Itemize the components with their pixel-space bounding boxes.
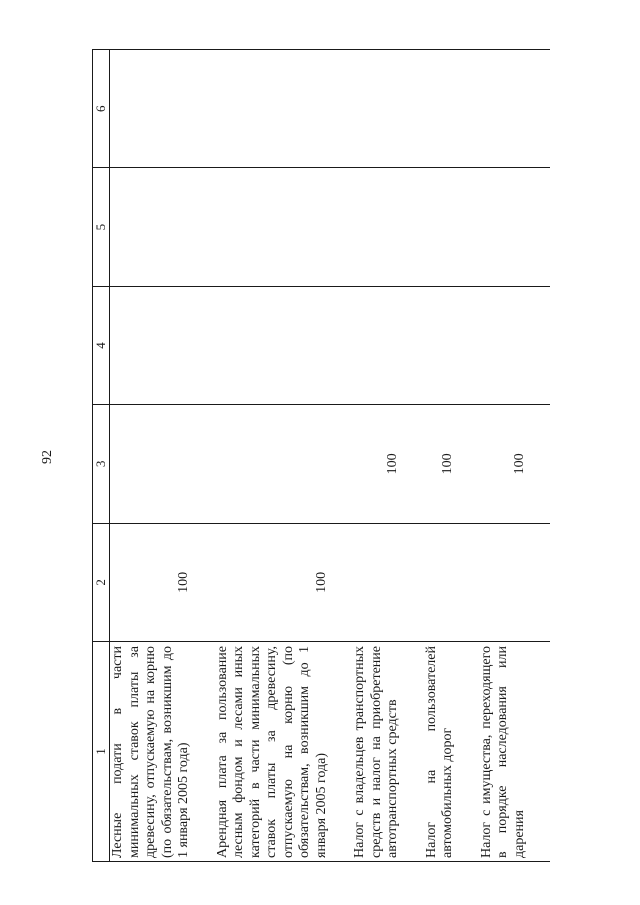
row-value-col4 [352,286,402,404]
page-number [38,444,58,470]
column-header-2: 2 [93,523,110,641]
table-row [215,50,331,862]
row-value-col5 [352,168,402,286]
row-value-col5 [110,168,193,286]
row-description: Лесные подати в части минимальных ставок платы за древесину, отпускаемую на корню (по обязательствам, возникшим до 1 января 2005 года) [110,642,193,862]
column-header-6: 6 [93,50,110,168]
row-value-col3: 100 [352,405,402,523]
table-row [352,50,402,862]
row-value-col2: 100 [110,523,193,641]
table-row [424,50,457,862]
row-value-col4 [479,286,529,404]
row-value-col4 [215,286,331,404]
row-value-col6 [352,50,402,168]
rotated-table-container [92,50,608,862]
row-spacer [402,50,424,862]
row-value-col2 [352,523,402,641]
row-value-col6 [110,50,193,168]
row-description: Налог на пользователей автомобильных дорог [424,642,457,862]
row-value-col5 [479,168,529,286]
column-header-4: 4 [93,286,110,404]
page-number-text: 92 [40,450,55,464]
row-value-col2: 100 [215,523,331,641]
row-value-col5 [215,168,331,286]
row-description: Налог с владельцев транспортных средств и налог на приобретение автотранспортных средств [352,642,402,862]
column-header-3: 3 [93,405,110,523]
row-value-col2 [424,523,457,641]
tax-distribution-table [92,49,550,862]
row-spacer [193,50,215,862]
row-value-col3 [215,405,331,523]
row-value-col3: 100 [424,405,457,523]
table-row [110,50,193,862]
row-value-col6 [215,50,331,168]
table-row [479,50,529,862]
row-spacer [528,50,550,862]
row-value-col6 [424,50,457,168]
column-number-row [93,50,110,862]
row-description: Налог с имущества, переходящего в порядке наследования или дарения [479,642,529,862]
row-spacer [330,50,352,862]
row-value-col3: 100 [479,405,529,523]
row-value-col5 [424,168,457,286]
column-header-1: 1 [93,642,110,862]
row-value-col4 [424,286,457,404]
row-spacer [457,50,479,862]
row-value-col3 [110,405,193,523]
column-header-5: 5 [93,168,110,286]
row-value-col2 [479,523,529,641]
row-description: Арендная плата за пользование лесным фондом и лесами иных категорий в части минимальных ставок платы за древесину, отпускаемую на корню (по обязательствам, возникшим до 1 января 2005 года) [215,642,331,862]
row-value-col6 [479,50,529,168]
row-value-col4 [110,286,193,404]
